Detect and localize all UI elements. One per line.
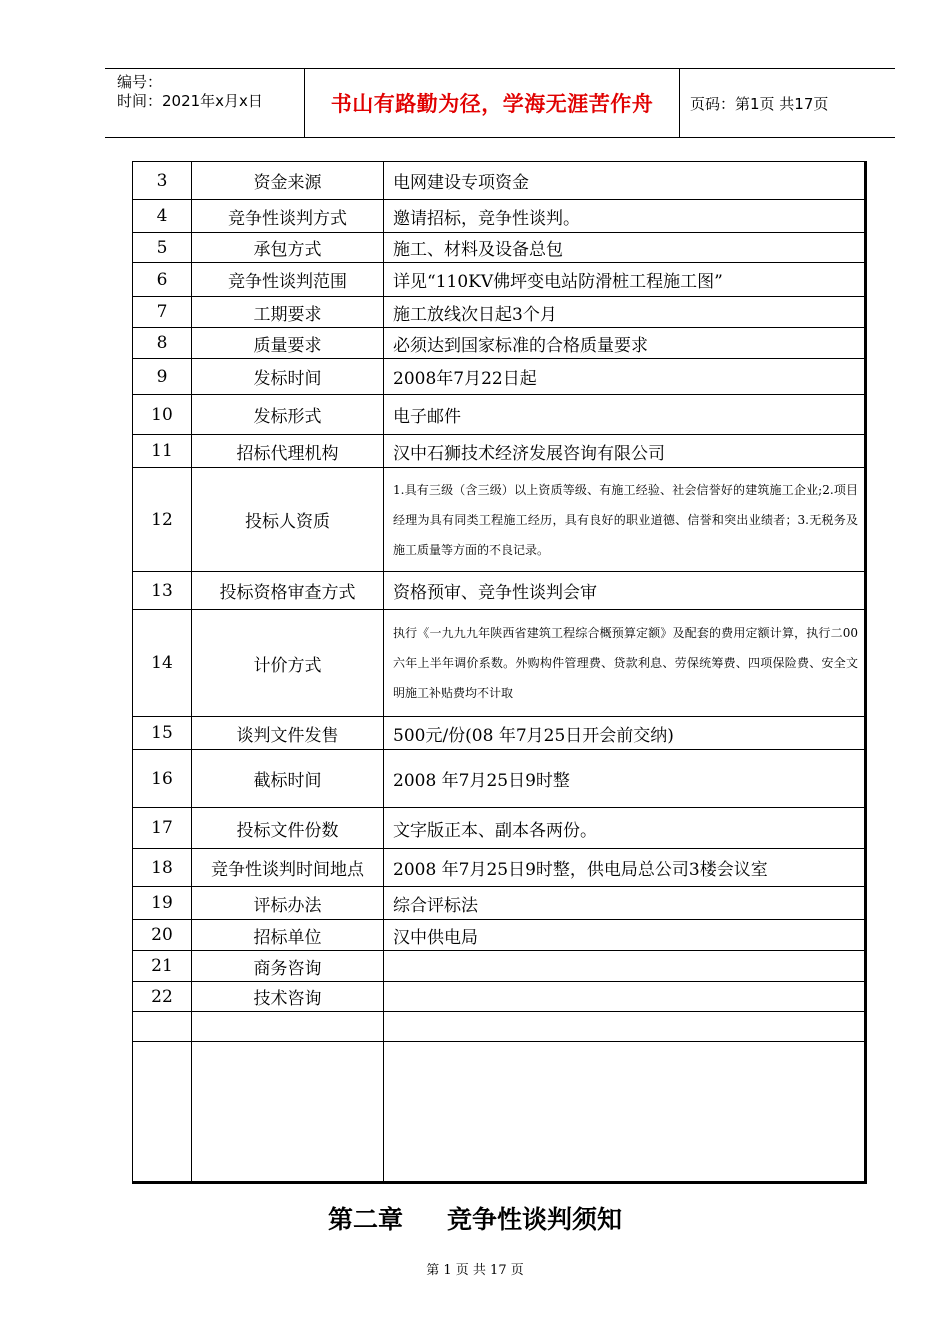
row-value: 资格预审、竞争性谈判会审 — [384, 572, 866, 610]
row-item — [192, 1042, 384, 1183]
table-row — [133, 808, 866, 849]
row-value: 详见“110KV佛坪变电站防滑桩工程施工图” — [384, 263, 866, 297]
table-row — [133, 717, 866, 750]
row-item: 工期要求 — [192, 297, 384, 328]
table-row — [133, 435, 866, 468]
table-row — [133, 233, 866, 263]
row-number: 13 — [133, 572, 192, 610]
row-value: 2008年7月22日起 — [384, 359, 866, 395]
row-number: 15 — [133, 717, 192, 750]
header-page-info: 页码：第1页 共17页 — [690, 94, 829, 113]
table-row — [133, 1042, 866, 1183]
row-value — [384, 1012, 866, 1042]
table-row — [133, 887, 866, 920]
row-item: 投标人资质 — [192, 468, 384, 572]
table-row — [133, 849, 866, 887]
row-value: 汉中供电局 — [384, 920, 866, 951]
row-value: 1.具有三级（含三级）以上资质等级、有施工经验、社会信誉好的建筑施工企业;2.项目经理为具有同类工程施工经历，具有良好的职业道德、信誉和突出业绩者；3.无税务及施工质量等方面的不良记录。 — [384, 468, 866, 572]
row-number: 16 — [133, 750, 192, 808]
row-item: 技术咨询 — [192, 982, 384, 1012]
row-value: 施工、材料及设备总包 — [384, 233, 866, 263]
table-row — [133, 750, 866, 808]
code-label: 编号： — [117, 73, 163, 91]
row-item: 评标办法 — [192, 887, 384, 920]
row-value: 必须达到国家标准的合格质量要求 — [384, 328, 866, 359]
table-row — [133, 468, 866, 572]
row-number: 10 — [133, 395, 192, 435]
chapter-title: 竞争性谈判须知 — [447, 1205, 623, 1234]
chapter-heading — [0, 1200, 950, 1236]
row-value: 汉中石狮技术经济发展咨询有限公司 — [384, 435, 866, 468]
row-item: 发标时间 — [192, 359, 384, 395]
header-meta — [105, 69, 305, 137]
row-value — [384, 1042, 866, 1183]
table-row — [133, 610, 866, 717]
row-number: 20 — [133, 920, 192, 951]
row-number: 19 — [133, 887, 192, 920]
row-number: 4 — [133, 200, 192, 233]
row-item: 竞争性谈判方式 — [192, 200, 384, 233]
row-value: 邀请招标，竞争性谈判。 — [384, 200, 866, 233]
row-item: 商务咨询 — [192, 951, 384, 982]
chapter-number: 第二章 — [327, 1205, 403, 1234]
row-number: 11 — [133, 435, 192, 468]
table-row — [133, 263, 866, 297]
table-row — [133, 920, 866, 951]
row-value: 电子邮件 — [384, 395, 866, 435]
row-number: 21 — [133, 951, 192, 982]
page-footer: 第 1 页 共 17 页 — [426, 1263, 524, 1278]
row-number — [133, 1012, 192, 1042]
table-row — [133, 395, 866, 435]
row-item: 发标形式 — [192, 395, 384, 435]
row-item: 谈判文件发售 — [192, 717, 384, 750]
row-value — [384, 982, 866, 1012]
row-number: 22 — [133, 982, 192, 1012]
row-item: 投标文件份数 — [192, 808, 384, 849]
table-row — [133, 982, 866, 1012]
table-row — [133, 359, 866, 395]
table-row — [133, 951, 866, 982]
row-number: 3 — [133, 162, 192, 200]
row-number: 18 — [133, 849, 192, 887]
row-number: 6 — [133, 263, 192, 297]
row-number: 5 — [133, 233, 192, 263]
table-row — [133, 200, 866, 233]
row-value — [384, 951, 866, 982]
row-value: 500元/份(08 年7月25日开会前交纳) — [384, 717, 866, 750]
table-row — [133, 162, 866, 200]
row-value: 施工放线次日起3个月 — [384, 297, 866, 328]
row-value: 2008 年7月25日9时整 — [384, 750, 866, 808]
time-label: 时间：2021年x月x日 — [117, 92, 263, 110]
row-value: 文字版正本、副本各两份。 — [384, 808, 866, 849]
row-number: 8 — [133, 328, 192, 359]
row-item: 投标资格审查方式 — [192, 572, 384, 610]
row-item: 竞争性谈判时间地点 — [192, 849, 384, 887]
row-item: 竞争性谈判范围 — [192, 263, 384, 297]
table-row — [133, 297, 866, 328]
row-item: 招标单位 — [192, 920, 384, 951]
row-number: 14 — [133, 610, 192, 717]
row-item: 质量要求 — [192, 328, 384, 359]
page-header — [105, 68, 895, 138]
row-item — [192, 1012, 384, 1042]
row-number: 7 — [133, 297, 192, 328]
row-value: 2008 年7月25日9时整，供电局总公司3楼会议室 — [384, 849, 866, 887]
row-item: 计价方式 — [192, 610, 384, 717]
row-item: 招标代理机构 — [192, 435, 384, 468]
header-motto: 书山有路勤为径，学海无涯苦作舟 — [305, 69, 680, 137]
row-value: 综合评标法 — [384, 887, 866, 920]
row-value: 执行《一九九九年陕西省建筑工程综合概预算定额》及配套的费用定额计算，执行二00六年上半年调价系数。外购构件管理费、贷款利息、劳保统筹费、四项保险费、安全文明施工补贴费均不计取 — [384, 610, 866, 717]
table-row — [133, 572, 866, 610]
row-number: 17 — [133, 808, 192, 849]
row-number: 12 — [133, 468, 192, 572]
table-row — [133, 1012, 866, 1042]
table-row — [133, 328, 866, 359]
row-item: 承包方式 — [192, 233, 384, 263]
row-value: 电网建设专项资金 — [384, 162, 866, 200]
row-number — [133, 1042, 192, 1183]
row-number: 9 — [133, 359, 192, 395]
row-item: 资金来源 — [192, 162, 384, 200]
bid-info-table — [132, 161, 867, 1184]
row-item: 截标时间 — [192, 750, 384, 808]
